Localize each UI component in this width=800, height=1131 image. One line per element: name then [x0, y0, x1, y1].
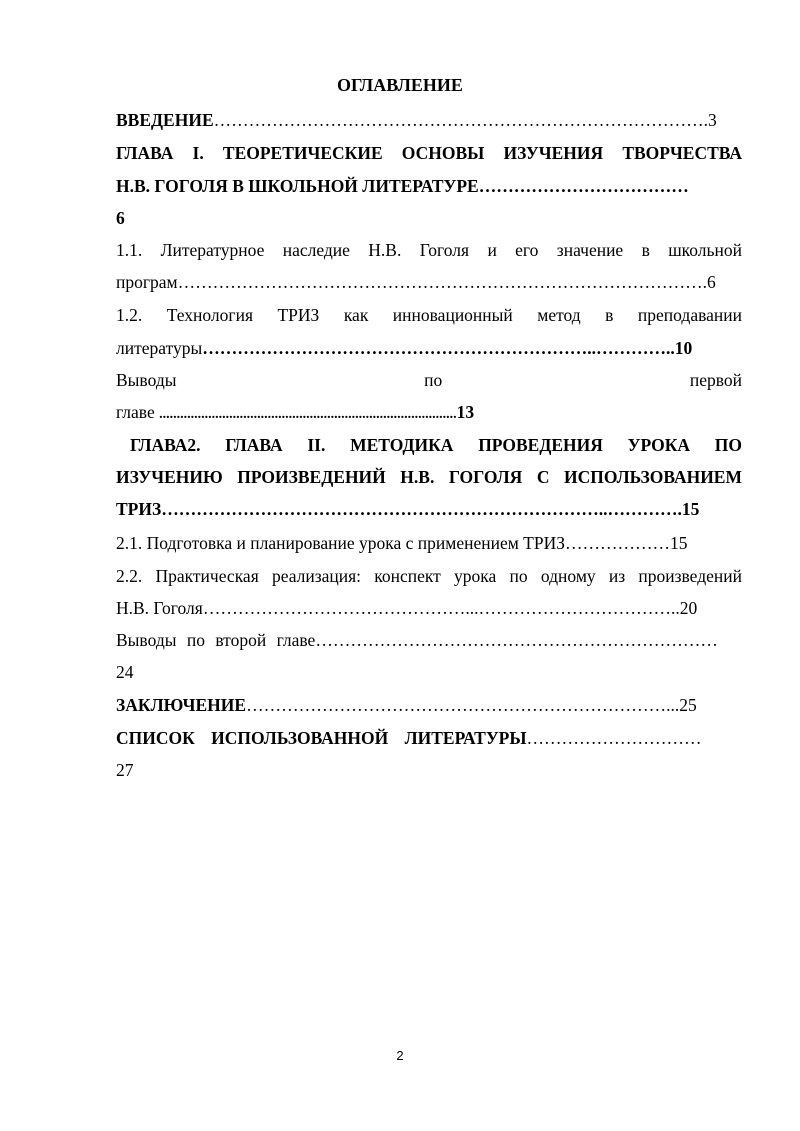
toc-entry-s12-line2	[116, 338, 742, 359]
toc-page: 15	[681, 499, 700, 519]
toc-page: 6	[707, 272, 716, 292]
toc-page: 3	[708, 110, 717, 130]
toc-title: ОГЛАВЛЕНИЕ	[337, 75, 463, 95]
toc-label: Н.В. ГОГОЛЯ В ШКОЛЬНОЙ ЛИТЕРАТУРЕ	[116, 176, 479, 196]
toc-dots: ……………………………………………………………	[315, 630, 718, 650]
toc-dots: …………………………	[526, 728, 702, 748]
toc-label: СПИСОК ИСПОЛЬЗОВАННОЙ ЛИТЕРАТУРЫ	[116, 728, 527, 748]
toc-page: 13	[456, 402, 475, 422]
toc-dots: ………………	[565, 533, 670, 553]
toc-label: главе	[116, 402, 160, 422]
toc-entry-ch2-line1: ГЛАВА2. ГЛАВА II. МЕТОДИКА ПРОВЕДЕНИЯ УРОКА ПО	[130, 435, 742, 455]
toc-page: 24	[116, 662, 134, 682]
toc-label: Выводы по второй главе	[116, 630, 316, 650]
toc-page: 6	[116, 208, 125, 228]
toc-label: литературы	[116, 338, 203, 358]
toc-dots: ………………………………	[478, 176, 689, 196]
toc-dots: ………………………………………………………………...	[246, 695, 680, 715]
toc-dots: …………………………………………………………..…………..	[202, 338, 675, 358]
toc-label: ТРИЗ	[116, 499, 162, 519]
toc-entry-conclusion	[116, 695, 742, 716]
toc-label: ВВЕДЕНИЕ	[116, 110, 214, 130]
toc-entry-intro	[116, 110, 742, 131]
toc-dots: …………………………………………………………………..………….	[161, 499, 682, 519]
toc-entry-ch1-line2	[116, 176, 742, 197]
toc-label: програм	[116, 272, 178, 292]
toc-label: Н.В. Гоголя	[116, 598, 203, 618]
toc-dots: .....................................................................................	[159, 407, 457, 422]
toc-page: 10	[674, 338, 693, 358]
toc-dots: ………………………………………………………………………….	[213, 110, 709, 130]
toc-entry-concl1-line1: Выводы по первой	[116, 370, 742, 390]
toc-entry-ch2-line3	[116, 499, 742, 520]
toc-entry-concl2	[116, 630, 742, 651]
toc-entry-s11-line2	[116, 272, 742, 293]
toc-entry-s11-line1: 1.1. Литературное наследие Н.В. Гоголя и его значение в школьной	[116, 240, 742, 260]
toc-label: 2.1. Подготовка и планирование урока с применением ТРИЗ	[116, 533, 565, 553]
toc-entry-ch2-line2: ИЗУЧЕНИЮ ПРОИЗВЕДЕНИЙ Н.В. ГОГОЛЯ С ИСПОЛЬЗОВАНИЕМ	[116, 467, 742, 487]
toc-page: 20	[679, 598, 698, 618]
toc-dots: ……………………………………………………………………………….	[177, 272, 708, 292]
toc-entry-s22-line2	[116, 598, 742, 619]
page-number: 2	[396, 1048, 404, 1063]
toc-entry-s12-line1: 1.2. Технология ТРИЗ как инновационный метод в преподавании	[116, 305, 742, 325]
toc-label: ЗАКЛЮЧЕНИЕ	[116, 695, 247, 715]
toc-dots: ………………………………………...……………………………..	[202, 598, 680, 618]
toc-page: 25	[679, 695, 697, 715]
toc-page: 27	[116, 760, 134, 780]
toc-entry-s21	[116, 533, 742, 554]
toc-entry-ch1-line1: ГЛАВА I. ТЕОРЕТИЧЕСКИЕ ОСНОВЫ ИЗУЧЕНИЯ ТВОРЧЕСТВА	[116, 143, 742, 163]
toc-entry-s22-line1: 2.2. Практическая реализация: конспект урока по одному из произведений	[116, 566, 742, 586]
toc-entry-concl1-line2	[116, 402, 742, 423]
toc-entry-refs	[116, 728, 742, 749]
toc-page: 15	[670, 533, 688, 553]
